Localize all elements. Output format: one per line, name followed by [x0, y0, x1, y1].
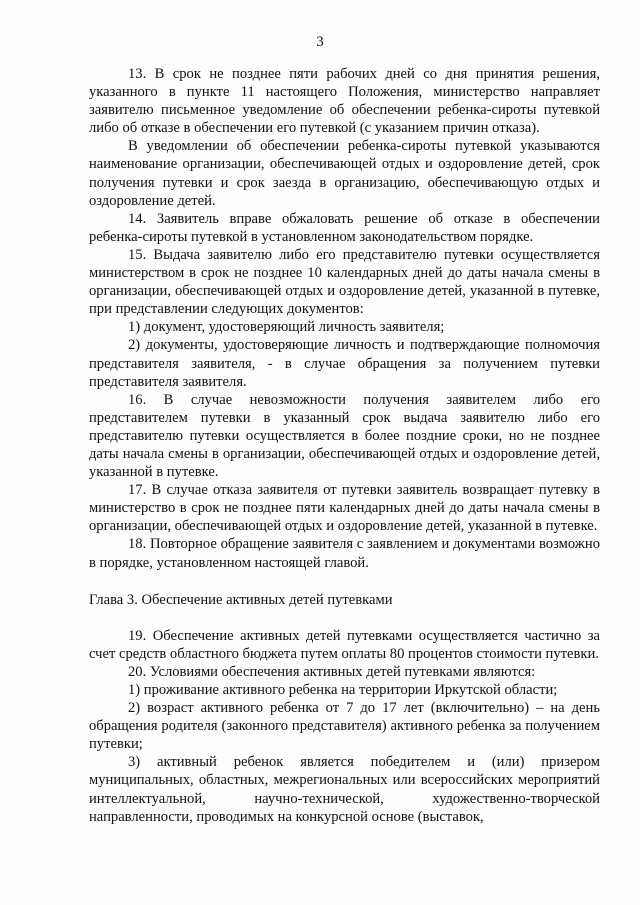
paragraph-20: 20. Условиями обеспечения активных детей путевками являются: [128, 663, 536, 680]
paragraph-20-item-3: 3) активный ребенок является победителем и (или) призером муниципальных, областных, межрегиональных или всероссийских мероприятий интеллектуальной, научно-технической, художественно-творческой направленности, проводимых на конкурсной основе (выставок, [89, 754, 600, 825]
paragraph-15-item-1: 1) документ, удостоверяющий личность заявителя; [128, 319, 445, 336]
paragraph-17: 17. В случае отказа заявителя от путевки заявитель возвращает путевку в министерство в срок не позднее пяти календарных дней до даты начала смены в организации, обеспечивающей отдых и оздоровление детей, указанной в путевке. [89, 482, 600, 535]
paragraph-13: 13. В срок не позднее пяти рабочих дней со дня принятия решения, указанного в пункте 11 настоящего Положения, министерство направляет заявителю письменное уведомление об обеспечении ребенка-сироты путевкой либо об отказе в обеспечении его путевкой (с указанием причин отказа). [89, 66, 600, 137]
paragraph-14: 14. Заявитель вправе обжаловать решение об отказе в обеспечении ребенка-сироты путевкой в установленном законодательством порядке. [89, 210, 600, 245]
paragraph-15-item-2: 2) документы, удостоверяющие личность и подтверждающие полномочия представителя заявителя, - в случае обращения за получением путевки представителя заявителя. [89, 337, 600, 390]
paragraph-20-item-2: 2) возраст активного ребенка от 7 до 17 лет (включительно) – на день обращения родителя (законного представителя) активного ребенка за получением путевки; [89, 700, 600, 753]
page-number: 3 [316, 34, 324, 50]
chapter-heading: Глава 3. Обеспечение активных детей путевками [89, 591, 393, 608]
paragraph-notification: В уведомлении об обеспечении ребенка-сироты путевкой указываются наименование организации, обеспечивающей отдых и оздоровление детей, срок получения путевки и срок заезда в организацию, обеспечивающую отдых и оздоровление детей. [89, 138, 600, 209]
paragraph-20-item-1: 1) проживание активного ребенка на территории Иркутской области; [128, 682, 558, 698]
paragraph-16: 16. В случае невозможности получения заявителем либо его представителем путевки в указанный срок выдача заявителю либо его представителю путевки осуществляется в более поздние сроки, но не позднее даты начала смены в организации, обеспечивающей отдых и оздоровление детей, указанной в путевке. [89, 391, 600, 481]
paragraph-15: 15. Выдача заявителю либо его представителю путевки осуществляется министерством в срок не позднее 10 календарных дней до даты начала смены в организации, обеспечивающей отдых и оздоровление детей, указанной в путевке, при представлении следующих документов: [89, 246, 600, 318]
document-body [89, 65, 600, 826]
paragraph-18: 18. Повторное обращение заявителя с заявлением и документами возможно в порядке, установленном настоящей главой. [89, 536, 600, 571]
paragraph-19: 19. Обеспечение активных детей путевками осуществляется частично за счет средств областного бюджета путем оплаты 80 процентов стоимости путевки. [89, 627, 600, 662]
